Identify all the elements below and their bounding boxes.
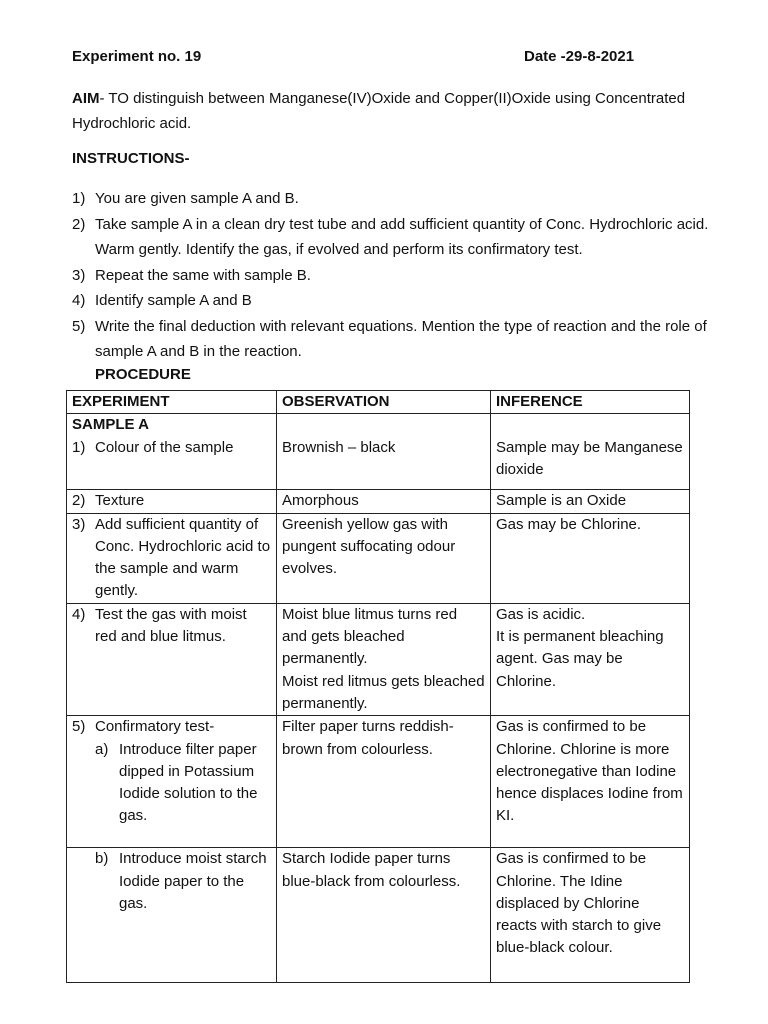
- table-row: [67, 716, 690, 848]
- instructions-title: INSTRUCTIONS-: [72, 150, 190, 167]
- instruction-number: 3): [72, 266, 86, 284]
- inference-line: It is permanent bleaching agent. Gas may be Chlorine.: [496, 628, 664, 690]
- inference-cell: Sample is an Oxide: [491, 490, 690, 513]
- observation-cell: Starch Iodide paper turns blue-black from colourless.: [277, 848, 491, 983]
- instruction-text: Write the final deduction with relevant equations. Mention the type of reaction and the role of sample A and B in the reaction.: [95, 317, 707, 360]
- observation-line: Moist blue litmus turns red and gets bleached permanently.: [282, 605, 458, 668]
- instruction-item: [72, 263, 732, 289]
- observation-cell: [277, 414, 491, 490]
- step-text: Confirmatory test-: [95, 718, 215, 736]
- observation-cell: [277, 603, 491, 715]
- substep-text: Introduce filter paper dipped in Potassium Iodide solution to the gas.: [119, 740, 258, 825]
- substep-text: Introduce moist starch Iodide paper to the gas.: [119, 850, 267, 912]
- experiment-number: Experiment no. 19: [72, 48, 202, 65]
- instruction-number: 1): [72, 190, 86, 207]
- instruction-text: Take sample A in a clean dry test tube and add sufficient quantity of Conc. Hydrochloric acid. Warm gently. Identify the gas, if evolved and perform its confirmatory test.: [95, 215, 709, 258]
- observation-cell: Greenish yellow gas with pungent suffocating odour evolves.: [277, 513, 491, 603]
- inference-line: Gas is acidic.: [496, 605, 586, 623]
- aim-label: AIM: [72, 90, 100, 107]
- table-row: [67, 414, 690, 490]
- experiment-cell: [67, 414, 277, 490]
- observation-text: Brownish – black: [282, 438, 396, 456]
- step-number: 4): [72, 605, 86, 623]
- aim-text: - TO distinguish between Manganese(IV)Oxide and Copper(II)Oxide using Concentrated Hydrochloric acid.: [72, 90, 686, 132]
- table-row: [67, 490, 690, 513]
- table-row: [67, 513, 690, 603]
- inference-text: Sample may be Manganese dioxide: [496, 438, 683, 478]
- column-header-experiment: EXPERIMENT: [67, 391, 277, 414]
- step-number: 1): [72, 438, 86, 456]
- step-text: Texture: [95, 492, 145, 510]
- instruction-item: [72, 212, 732, 263]
- instruction-item: [72, 288, 732, 314]
- inference-cell: Gas is confirmed to be Chlorine. The Idine displaced by Chlorine reacts with starch to give blue-black colour.: [491, 848, 690, 983]
- step-number: 3): [72, 515, 86, 533]
- instruction-number: 5): [72, 317, 86, 335]
- instruction-item: [72, 314, 732, 365]
- step-text: Add sufficient quantity of Conc. Hydrochloric acid to the sample and warm gently.: [95, 515, 271, 600]
- instruction-text: Repeat the same with sample B.: [95, 266, 311, 284]
- inference-cell: Gas may be Chlorine.: [491, 513, 690, 603]
- aim-paragraph: [72, 86, 692, 136]
- observation-line: Moist red litmus gets bleached permanently.: [282, 672, 485, 712]
- instruction-item: [72, 186, 732, 212]
- substep-number: a): [95, 740, 109, 758]
- experiment-cell: [67, 603, 277, 715]
- step-text: Test the gas with moist red and blue litmus.: [95, 605, 247, 646]
- step-number: 2): [72, 492, 86, 510]
- procedure-table: [66, 390, 690, 983]
- table-row: [67, 603, 690, 715]
- substep-number: b): [95, 850, 109, 868]
- column-header-inference: INFERENCE: [491, 391, 690, 414]
- experiment-cell: [67, 716, 277, 848]
- step-text: Colour of the sample: [95, 438, 234, 456]
- experiment-cell: [67, 848, 277, 983]
- instruction-number: 2): [72, 215, 86, 233]
- procedure-title: PROCEDURE: [95, 366, 191, 383]
- inference-cell: Gas is confirmed to be Chlorine. Chlorine is more electronegative than Iodine hence displaces Iodine from KI.: [491, 716, 690, 848]
- table-header-row: [67, 391, 690, 414]
- inference-cell: [491, 414, 690, 490]
- section-label: SAMPLE A: [72, 416, 149, 434]
- instruction-number: 4): [72, 292, 86, 309]
- observation-cell: Filter paper turns reddish-brown from colourless.: [277, 716, 491, 848]
- experiment-cell: [67, 490, 277, 513]
- observation-cell: Amorphous: [277, 490, 491, 513]
- column-header-observation: OBSERVATION: [277, 391, 491, 414]
- instruction-text: Identify sample A and B: [95, 292, 252, 309]
- instructions-list: [72, 186, 732, 365]
- inference-cell: [491, 603, 690, 715]
- step-number: 5): [72, 718, 86, 736]
- experiment-cell: [67, 513, 277, 603]
- instruction-text: You are given sample A and B.: [95, 190, 299, 207]
- experiment-date: Date -29-8-2021: [524, 48, 635, 65]
- table-row: [67, 848, 690, 983]
